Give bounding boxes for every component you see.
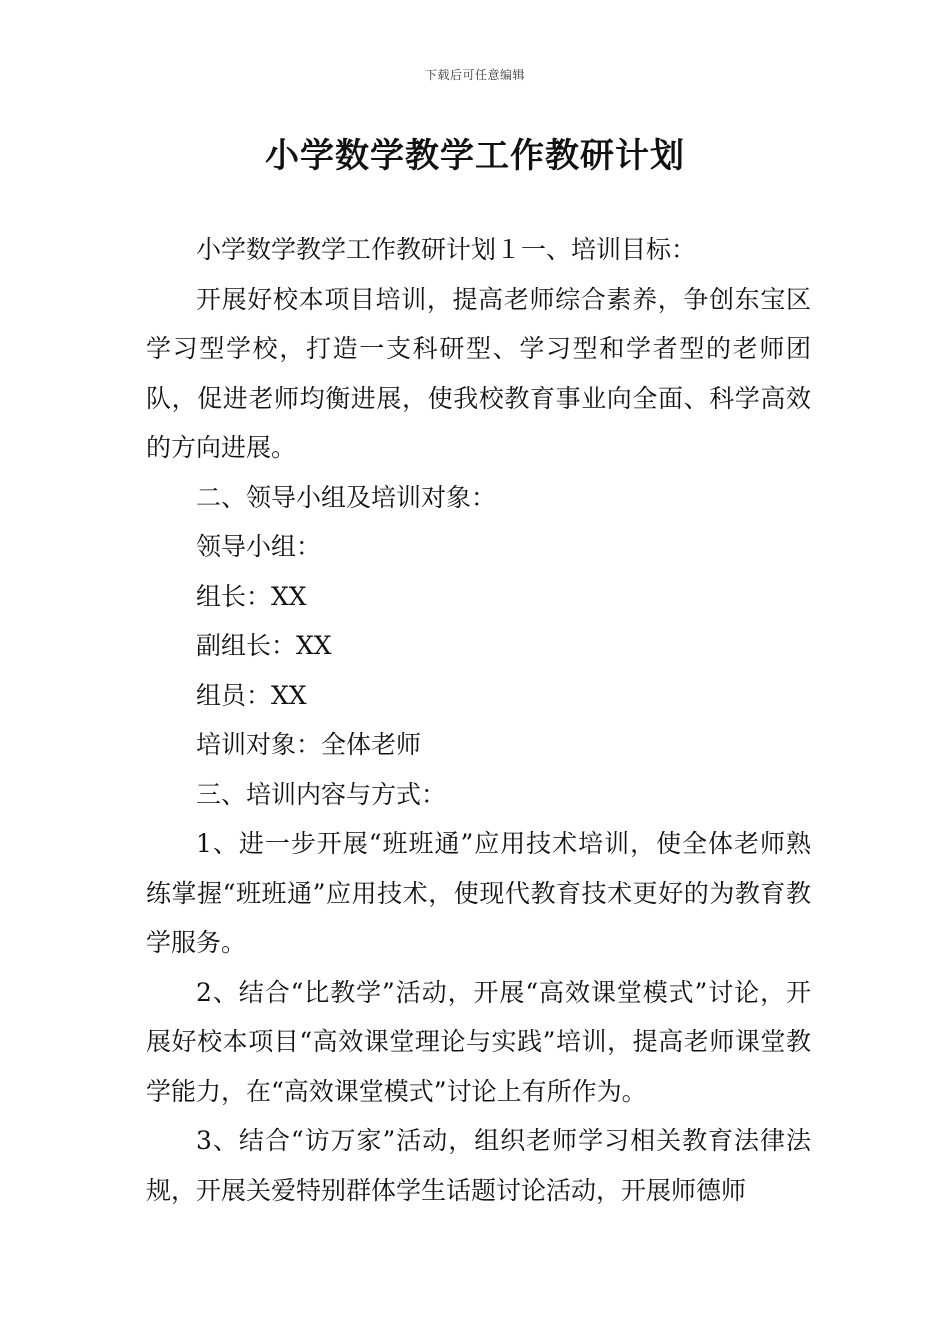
- paragraph-item-2: 2、结合“比教学”活动，开展“高效课堂模式”讨论，开展好校本项目“高效课堂理论与实践”培训，提高老师课堂教学能力，在“高效课堂模式”讨论上有所作为。: [146, 977, 811, 1106]
- paragraph-item-1: 1、进一步开展“班班通”应用技术培训，使全体老师熟练掌握“班班通”应用技术，使现代教育技术更好的为教育教学服务。: [146, 829, 811, 957]
- paragraph-training-target: 培训对象：全体老师: [196, 730, 422, 759]
- paragraph-goal-detail: 开展好校本项目培训，提高老师综合素养，争创东宝区学习型学校，打造一支科研型、学习型和学者型的老师团队，促进老师均衡进展，使我校教育事业向全面、科学高效的方向进展。: [146, 284, 811, 462]
- paragraph-deputy-leader: 副组长：XX: [196, 631, 332, 660]
- paragraph-section-content: 三、培训内容与方式：: [196, 779, 447, 809]
- document-title: 小学数学教学工作教研计划: [265, 136, 685, 176]
- header-note: 下载后可任意编辑: [424, 68, 525, 82]
- paragraph-item-3: 3、结合“访万家”活动，组织老师学习相关教育法律法规，开展关爱特别群体学生话题讨论活动，开展师德师: [146, 1126, 811, 1205]
- paragraph-leadership-group: 领导小组：: [196, 532, 322, 561]
- paragraph-intro-goal: 小学数学教学工作教研计划１一、培训目标：: [196, 235, 697, 264]
- paragraph-group-members: 组员：XX: [196, 680, 307, 710]
- paragraph-section-leadership: 二、领导小组及培训对象：: [196, 482, 497, 512]
- document-body: [146, 225, 811, 1215]
- paragraph-group-leader: 组长：XX: [196, 581, 307, 611]
